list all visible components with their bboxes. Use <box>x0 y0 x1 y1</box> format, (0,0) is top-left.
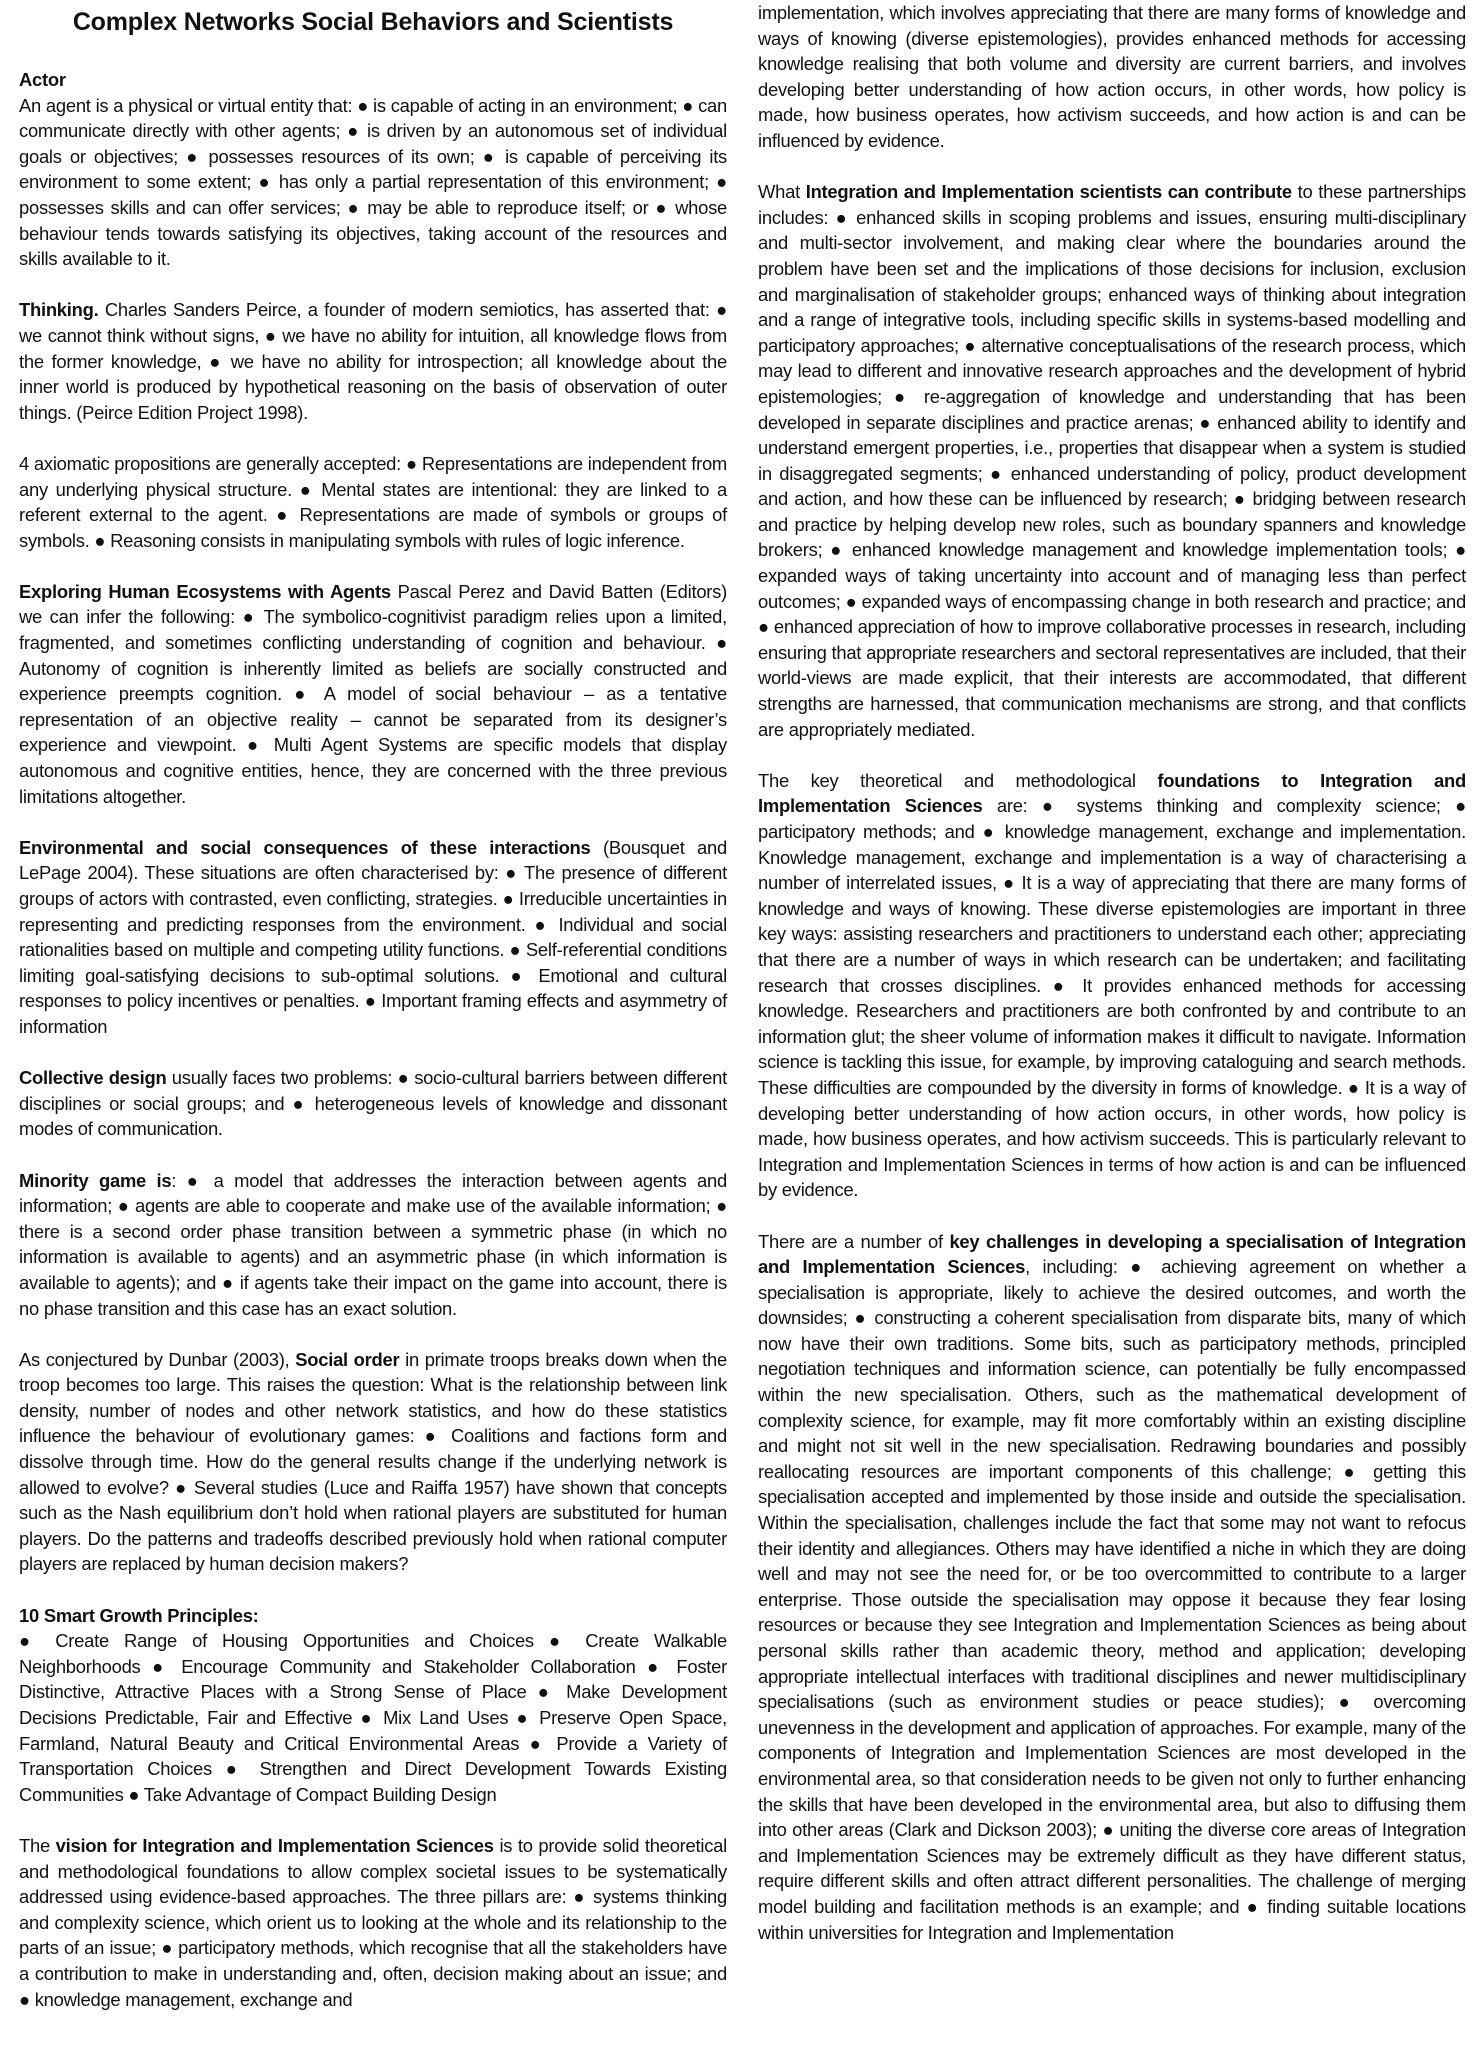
exploring-text: Pascal Perez and David Batten (Editors) we can infer the following: ● The symbolico-cognitivist paradigm relies upon a limited, fragmented, and sometimes conflicting understanding of cognition and behaviour. ● Autonomy of cognition is inherently limited as beliefs are socially constructed and experience preempts cognition. ● A model of social behaviour – as a tentative representation of an objective reality – cannot be separated from its designer’s experience and viewpoint. ● Multi Agent Systems are specific models that display autonomous and cognitive entities, hence, they are concerned with the three previous limitations altogether. <box>19 580 727 807</box>
vision-pre: The <box>19 1834 56 1856</box>
section-axioms <box>19 451 727 553</box>
collective-text: usually faces two problems: ● socio-cultural barriers between different disciplines or social groups; and ● heterogeneous levels of knowledge and dissonant modes of communication. <box>19 1067 727 1140</box>
environmental-heading: Environmental and social consequences of these interactions <box>19 836 591 858</box>
actor-text: An agent is a physical or virtual entity that: ● is capable of acting in an environment; ● can communicate directly with other agents; ● is driven by an autonomous set of individual goals or objectives; ● possesses resources of its own; ● is capable of perceiving its environment to some extent; ● has only a partial representation of this environment; ● possesses skills and can offer services; ● may be able to reproduce itself; or ● whose behaviour tends towards satisfying its objectives, taking account of the resources and skills available to it. <box>19 94 727 270</box>
section-exploring <box>19 579 727 809</box>
section-foundations <box>758 768 1466 1203</box>
vision-text: is to provide solid theoretical and methodological foundations to allow complex societal issues to be systematically addressed using evidence-based approaches. The three pillars are: ● systems thinking and complexity science, which orient us to looking at the whole and its relationship to the parts of an issue; ● participatory methods, which recognise that all the stakeholders have a contribution to make in understanding and, often, decision making about an issue; and ● knowledge management, exchange and <box>19 1834 727 2010</box>
section-contribute <box>758 179 1466 742</box>
section-actor <box>19 67 727 272</box>
foundations-pre: The key theoretical and methodological <box>758 769 1158 791</box>
collective-heading: Collective design <box>19 1067 167 1089</box>
section-smart-growth <box>19 1603 727 1808</box>
minority-heading: Minority game is <box>19 1169 172 1191</box>
social-order-text: in primate troops breaks down when the troop becomes too large. This raises the question: What is the relationship between link density, number of nodes and other network statistics, and how do these statistics influence the behaviour of evolutionary games: ● Coalitions and factions form and dissolve through time. How do the general results change if the underlying network is allowed to evolve? ● Several studies (Luce and Raiffa 1957) have shown that concepts such as the Nash equilibrium don’t hold when rational players are substituted for human players. Do the patterns and tradeoffs described previously hold when rational computer players are replaced by human decision makers? <box>19 1348 727 1575</box>
social-order-heading: Social order <box>295 1348 400 1370</box>
challenges-pre: There are a number of <box>758 1230 950 1252</box>
foundations-text: are: ● systems thinking and complexity science; ● participatory methods; and ● knowledge management, exchange and implementation. Knowledge management, exchange and implementation is a way of characterising a number of interrelated issues, ● It is a way of appreciating that there are many forms of knowledge and ways of knowing. These diverse epistemologies are important in three key ways: assisting researchers and practitioners to understand each other; appreciating that there are a number of ways in which research can be undertaken; and facilitating research that crosses disciplines. ● It provides enhanced methods for accessing knowledge. Researchers and practitioners are both confronted by and contribute to an information glut; the sheer volume of information makes it difficult to navigate. Information science is tackling this issue, for example, by improving cataloguing and search methods. These difficulties are compounded by the diversity in forms of knowledge. ● It is a way of developing better understanding of how action occurs, in other words, how policy is made, how business operates, and how activism succeeds. This is particularly relevant to Integration and Implementation Sciences in terms of how action is and can be influenced by evidence. <box>758 795 1466 1201</box>
foundations-heading: foundations to Integration and Implementation Sciences <box>758 769 1466 817</box>
social-order-pre: As conjectured by Dunbar (2003), <box>19 1348 296 1370</box>
section-environmental <box>19 835 727 1040</box>
contribute-text: to these partnerships includes: ● enhanced skills in scoping problems and issues, ensuring multi-disciplinary and multi-sector involvement, and making clear where the boundaries around the problem have been set and the implications of those decisions for inclusion, exclusion and marginalisation of stakeholder groups; enhanced ways of thinking about integration and a range of integrative tools, including specific skills in systems-based modelling and participatory approaches; ● alternative conceptualisations of the research process, which may lead to different and innovative research approaches and the development of hybrid epistemologies; ● re-aggregation of knowledge and understanding that has been developed in separate disciplines and practice arenas; ● enhanced ability to identify and understand emergent properties, i.e., properties that disappear when a system is studied in disaggregated segments; ● enhanced understanding of policy, product development and action, and how these can be influenced by research; ● bridging between research and practice by helping develop new roles, such as boundary spanners and knowledge brokers; ● enhanced knowledge management and knowledge implementation tools; ● expanded ways of taking uncertainty into account and of managing less than perfect outcomes; ● expanded ways of encompassing change in both research and practice; and ● enhanced appreciation of how to improve collaborative processes in research, including ensuring that appropriate researchers and sectoral representatives are included, that their world-views are made explicit, that their interests are accommodated, that different strengths are harnessed, that communication mechanisms are strong, and that conflicts are appropriately mediated. <box>758 181 1466 740</box>
contribute-heading: Integration and Implementation scientists can contribute <box>805 181 1292 203</box>
section-minority <box>19 1168 727 1322</box>
exploring-heading: Exploring Human Ecosystems with Agents <box>19 580 391 602</box>
section-social-order <box>19 1347 727 1577</box>
environmental-text: (Bousquet and LePage 2004). These situations are often characterised by: ● The presence of different groups of actors with contrasted, even conflicting, strategies. ● Irreducible uncertainties in representing and predicting responses from the environment. ● Individual and social rationalities based on multiple and competing utility functions. ● Self-referential conditions limiting goal-satisfying decisions to sub-optimal solutions. ● Emotional and cultural responses to policy incentives or penalties. ● Important framing effects and asymmetry of information <box>19 836 727 1037</box>
challenges-heading: key challenges in developing a specialisation of Integration and Implementation Sciences <box>758 1230 1466 1278</box>
right-column <box>758 0 1466 1971</box>
thinking-heading: Thinking. <box>19 299 99 321</box>
section-thinking <box>19 297 727 425</box>
section-continuation <box>758 0 1466 154</box>
section-vision <box>19 1833 727 2012</box>
minority-text: : ● a model that addresses the interaction between agents and information; ● agents are able to cooperate and make use of the available information; ● there is a second order phase transition between a symmetric phase (in which no information is available to agents) and an asymmetric phase (in which information is available to agents); and ● if agents take their impact on the game into account, there is no phase transition and this case has an exact solution. <box>19 1169 727 1319</box>
section-challenges <box>758 1229 1466 1946</box>
challenges-text: , including: ● achieving agreement on whether a specialisation is appropriate, likely to achieve the desired outcomes, and worth the downsides; ● constructing a coherent specialisation from disparate bits, many of which now have their own traditions. Some bits, such as participatory methods, principled negotiation techniques and information science, can potentially be fully encompassed within the new specialisation. Others, such as the mathematical development of complexity science, for example, may fit more comfortably within an existing discipline and might not sit well in the new specialisation. Redrawing boundaries and possibly reallocating resources are important components of this challenge; ● getting this specialisation accepted and implemented by those inside and outside the specialisation. Within the specialisation, challenges include the fact that some may not want to refocus their identity and allegiances. Others may have identified a niche in which they are doing well and may not see the need for, or be too overcommitted to contribute to a larger enterprise. Those outside the specialisation may oppose it because they fear losing resources or because they see Integration and Implementation Sciences as being about personal skills rather than academic theory, method and application; developing appropriate intellectual interfaces with traditional disciplines and newer multidisciplinary specialisations (such as environment studies or peace studies); ● overcoming unevenness in the development and application of approaches. For example, many of the components of Integration and Implementation Sciences are most developed in the environmental area, so that consideration needs to be given not only to further enhancing the skills that have been developed in the environmental area, but also to diffusing them into other areas (Clark and Dickson 2003); ● uniting the diverse core areas of Integration and Implementation Sciences may be extremely difficult as they have different status, require different skills and often attract different personalities. The challenge of merging model building and facilitation methods is an example; and ● finding suitable locations within universities for Integration and Implementation <box>758 1256 1466 1943</box>
smart-growth-heading: 10 Smart Growth Principles: <box>19 1604 259 1626</box>
thinking-text: Charles Sanders Peirce, a founder of modern semiotics, has asserted that: ● we cannot think without signs, ● we have no ability for intuition, all knowledge flows from the former knowledge, ● we have no ability for introspection; all knowledge about the inner world is produced by hypothetical reasoning on the basis of observation of outer things. (Peirce Edition Project 1998). <box>19 299 727 423</box>
section-collective <box>19 1065 727 1142</box>
contribute-pre: What <box>758 181 806 203</box>
left-column <box>19 0 727 2038</box>
actor-heading: Actor <box>19 69 66 90</box>
page-title: Complex Networks Social Behaviors and Scientists <box>72 8 674 36</box>
vision-heading: vision for Integration and Implementation Sciences <box>55 1834 494 1856</box>
continuation-text: implementation, which involves appreciating that there are many forms of knowledge and ways of knowing (diverse epistemologies), provides enhanced methods for accessing knowledge realising that both volume and diversity are current barriers, and involves developing better understanding of how action occurs, in other words, how policy is made, how business operates, how activism succeeds, and how action is and can be influenced by evidence. <box>758 2 1466 151</box>
smart-growth-text: ● Create Range of Housing Opportunities and Choices ● Create Walkable Neighborhoods ● Encourage Community and Stakeholder Collaboration ● Foster Distinctive, Attractive Places with a Strong Sense of Place ● Make Development Decisions Predictable, Fair and Effective ● Mix Land Uses ● Preserve Open Space, Farmland, Natural Beauty and Critical Environmental Areas ● Provide a Variety of Transportation Choices ● Strengthen and Direct Development Towards Existing Communities ● Take Advantage of Compact Building Design <box>19 1630 727 1805</box>
axioms-text: 4 axiomatic propositions are generally accepted: ● Representations are independent from any underlying physical structure. ● Mental states are intentional: they are linked to a referent external to the agent. ● Representations are made of symbols or groups of symbols. ● Reasoning consists in manipulating symbols with rules of logic inference. <box>19 452 727 551</box>
